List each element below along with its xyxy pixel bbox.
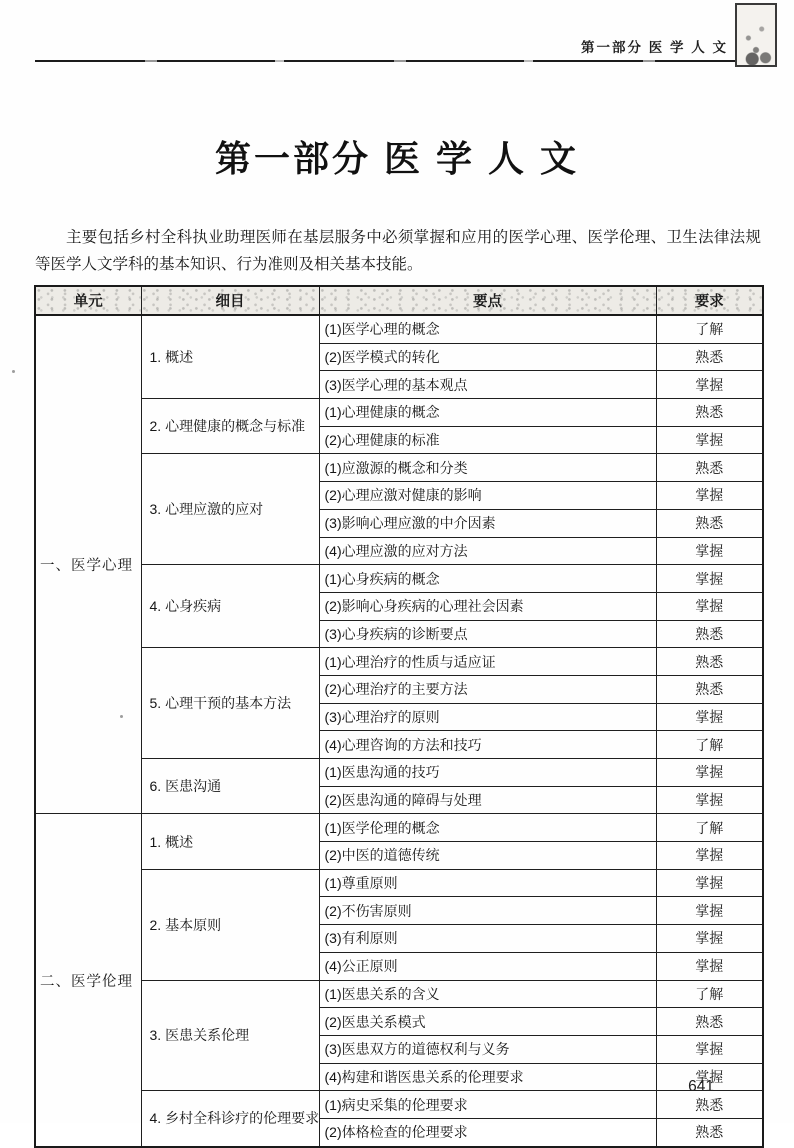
requirement-cell: 熟悉: [656, 1091, 763, 1119]
column-header-unit: 单元: [35, 286, 141, 315]
syllabus-table-body: [35, 315, 763, 1147]
requirement-cell: 掌握: [656, 925, 763, 953]
point-cell: (1)心理健康的概念: [319, 399, 656, 427]
requirement-cell: 熟悉: [656, 1118, 763, 1146]
requirement-cell: 掌握: [656, 703, 763, 731]
requirement-cell: 了解: [656, 315, 763, 343]
point-cell: (3)医学心理的基本观点: [319, 371, 656, 399]
table-row: [35, 454, 763, 482]
table-row: [35, 759, 763, 787]
scan-artifact: [12, 370, 15, 373]
item-cell: 2. 基本原则: [141, 869, 319, 980]
column-header-point: 要点: [319, 286, 656, 315]
requirement-cell: 掌握: [656, 1063, 763, 1091]
requirement-cell: 了解: [656, 731, 763, 759]
requirement-cell: 熟悉: [656, 620, 763, 648]
requirement-cell: 掌握: [656, 1035, 763, 1063]
point-cell: (2)医患关系模式: [319, 1008, 656, 1036]
point-cell: (4)公正原则: [319, 952, 656, 980]
point-cell: (2)体格检查的伦理要求: [319, 1118, 656, 1146]
table-row: [35, 399, 763, 427]
requirement-cell: 掌握: [656, 565, 763, 593]
requirement-cell: 掌握: [656, 842, 763, 870]
item-cell: 5. 心理干预的基本方法: [141, 648, 319, 759]
requirement-cell: 熟悉: [656, 1008, 763, 1036]
requirement-cell: 掌握: [656, 869, 763, 897]
requirement-cell: 掌握: [656, 426, 763, 454]
item-cell: 6. 医患沟通: [141, 759, 319, 814]
point-cell: (1)医患沟通的技巧: [319, 759, 656, 787]
table-row: [35, 1091, 763, 1119]
requirement-cell: 熟悉: [656, 399, 763, 427]
point-cell: (4)心理应激的应对方法: [319, 537, 656, 565]
point-cell: (3)心身疾病的诊断要点: [319, 620, 656, 648]
item-cell: 4. 乡村全科诊疗的伦理要求: [141, 1091, 319, 1147]
point-cell: (3)心理治疗的原则: [319, 703, 656, 731]
intro-paragraph: 主要包括乡村全科执业助理医师在基层服务中必须掌握和应用的医学心理、医学伦理、卫生法律法规等医学人文学科的基本知识、行为准则及相关基本技能。: [35, 229, 761, 273]
item-cell: 3. 心理应激的应对: [141, 454, 319, 565]
requirement-cell: 掌握: [656, 482, 763, 510]
requirement-cell: 熟悉: [656, 675, 763, 703]
requirement-cell: 掌握: [656, 952, 763, 980]
unit-cell: 一、医学心理: [35, 315, 141, 814]
point-cell: (3)有利原则: [319, 925, 656, 953]
syllabus-table: [34, 285, 764, 1148]
item-cell: 2. 心理健康的概念与标准: [141, 399, 319, 454]
table-row: [35, 869, 763, 897]
column-header-requirement: 要求: [656, 286, 763, 315]
point-cell: (2)影响心身疾病的心理社会因素: [319, 592, 656, 620]
unit-cell: 二、医学伦理: [35, 814, 141, 1147]
point-cell: (1)心身疾病的概念: [319, 565, 656, 593]
point-cell: (1)尊重原则: [319, 869, 656, 897]
header-rule: [35, 60, 760, 62]
table-row: [35, 980, 763, 1008]
point-cell: (2)心理健康的标准: [319, 426, 656, 454]
requirement-cell: 了解: [656, 814, 763, 842]
point-cell: (4)构建和谐医患关系的伦理要求: [319, 1063, 656, 1091]
requirement-cell: 熟悉: [656, 648, 763, 676]
point-cell: (2)中医的道德传统: [319, 842, 656, 870]
point-cell: (3)影响心理应激的中介因素: [319, 509, 656, 537]
table-row: [35, 814, 763, 842]
corner-stamp: [735, 3, 777, 67]
point-cell: (1)医患关系的含义: [319, 980, 656, 1008]
requirement-cell: 掌握: [656, 592, 763, 620]
table-row: [35, 648, 763, 676]
table-header-row: [35, 286, 763, 315]
item-cell: 3. 医患关系伦理: [141, 980, 319, 1091]
point-cell: (2)心理应激对健康的影响: [319, 482, 656, 510]
item-cell: 4. 心身疾病: [141, 565, 319, 648]
page-number: 641: [688, 1078, 714, 1095]
point-cell: (2)心理治疗的主要方法: [319, 675, 656, 703]
table-row: [35, 565, 763, 593]
item-cell: 1. 概述: [141, 315, 319, 399]
table-row: [35, 315, 763, 343]
point-cell: (1)医学伦理的概念: [319, 814, 656, 842]
point-cell: (1)病史采集的伦理要求: [319, 1091, 656, 1119]
item-cell: 1. 概述: [141, 814, 319, 869]
point-cell: (3)医患双方的道德权利与义务: [319, 1035, 656, 1063]
point-cell: (2)医患沟通的障碍与处理: [319, 786, 656, 814]
requirement-cell: 掌握: [656, 759, 763, 787]
running-header: 第一部分 医 学 人 文: [580, 40, 728, 55]
page-title: 第一部分 医 学 人 文: [214, 138, 579, 179]
point-cell: (2)医学模式的转化: [319, 343, 656, 371]
requirement-cell: 熟悉: [656, 343, 763, 371]
requirement-cell: 熟悉: [656, 454, 763, 482]
requirement-cell: 掌握: [656, 371, 763, 399]
point-cell: (4)心理咨询的方法和技巧: [319, 731, 656, 759]
requirement-cell: 熟悉: [656, 509, 763, 537]
point-cell: (1)应激源的概念和分类: [319, 454, 656, 482]
point-cell: (1)医学心理的概念: [319, 315, 656, 343]
column-header-item: 细目: [141, 286, 319, 315]
requirement-cell: 掌握: [656, 897, 763, 925]
requirement-cell: 了解: [656, 980, 763, 1008]
point-cell: (2)不伤害原则: [319, 897, 656, 925]
scan-artifact: [120, 715, 123, 718]
point-cell: (1)心理治疗的性质与适应证: [319, 648, 656, 676]
requirement-cell: 掌握: [656, 537, 763, 565]
requirement-cell: 掌握: [656, 786, 763, 814]
